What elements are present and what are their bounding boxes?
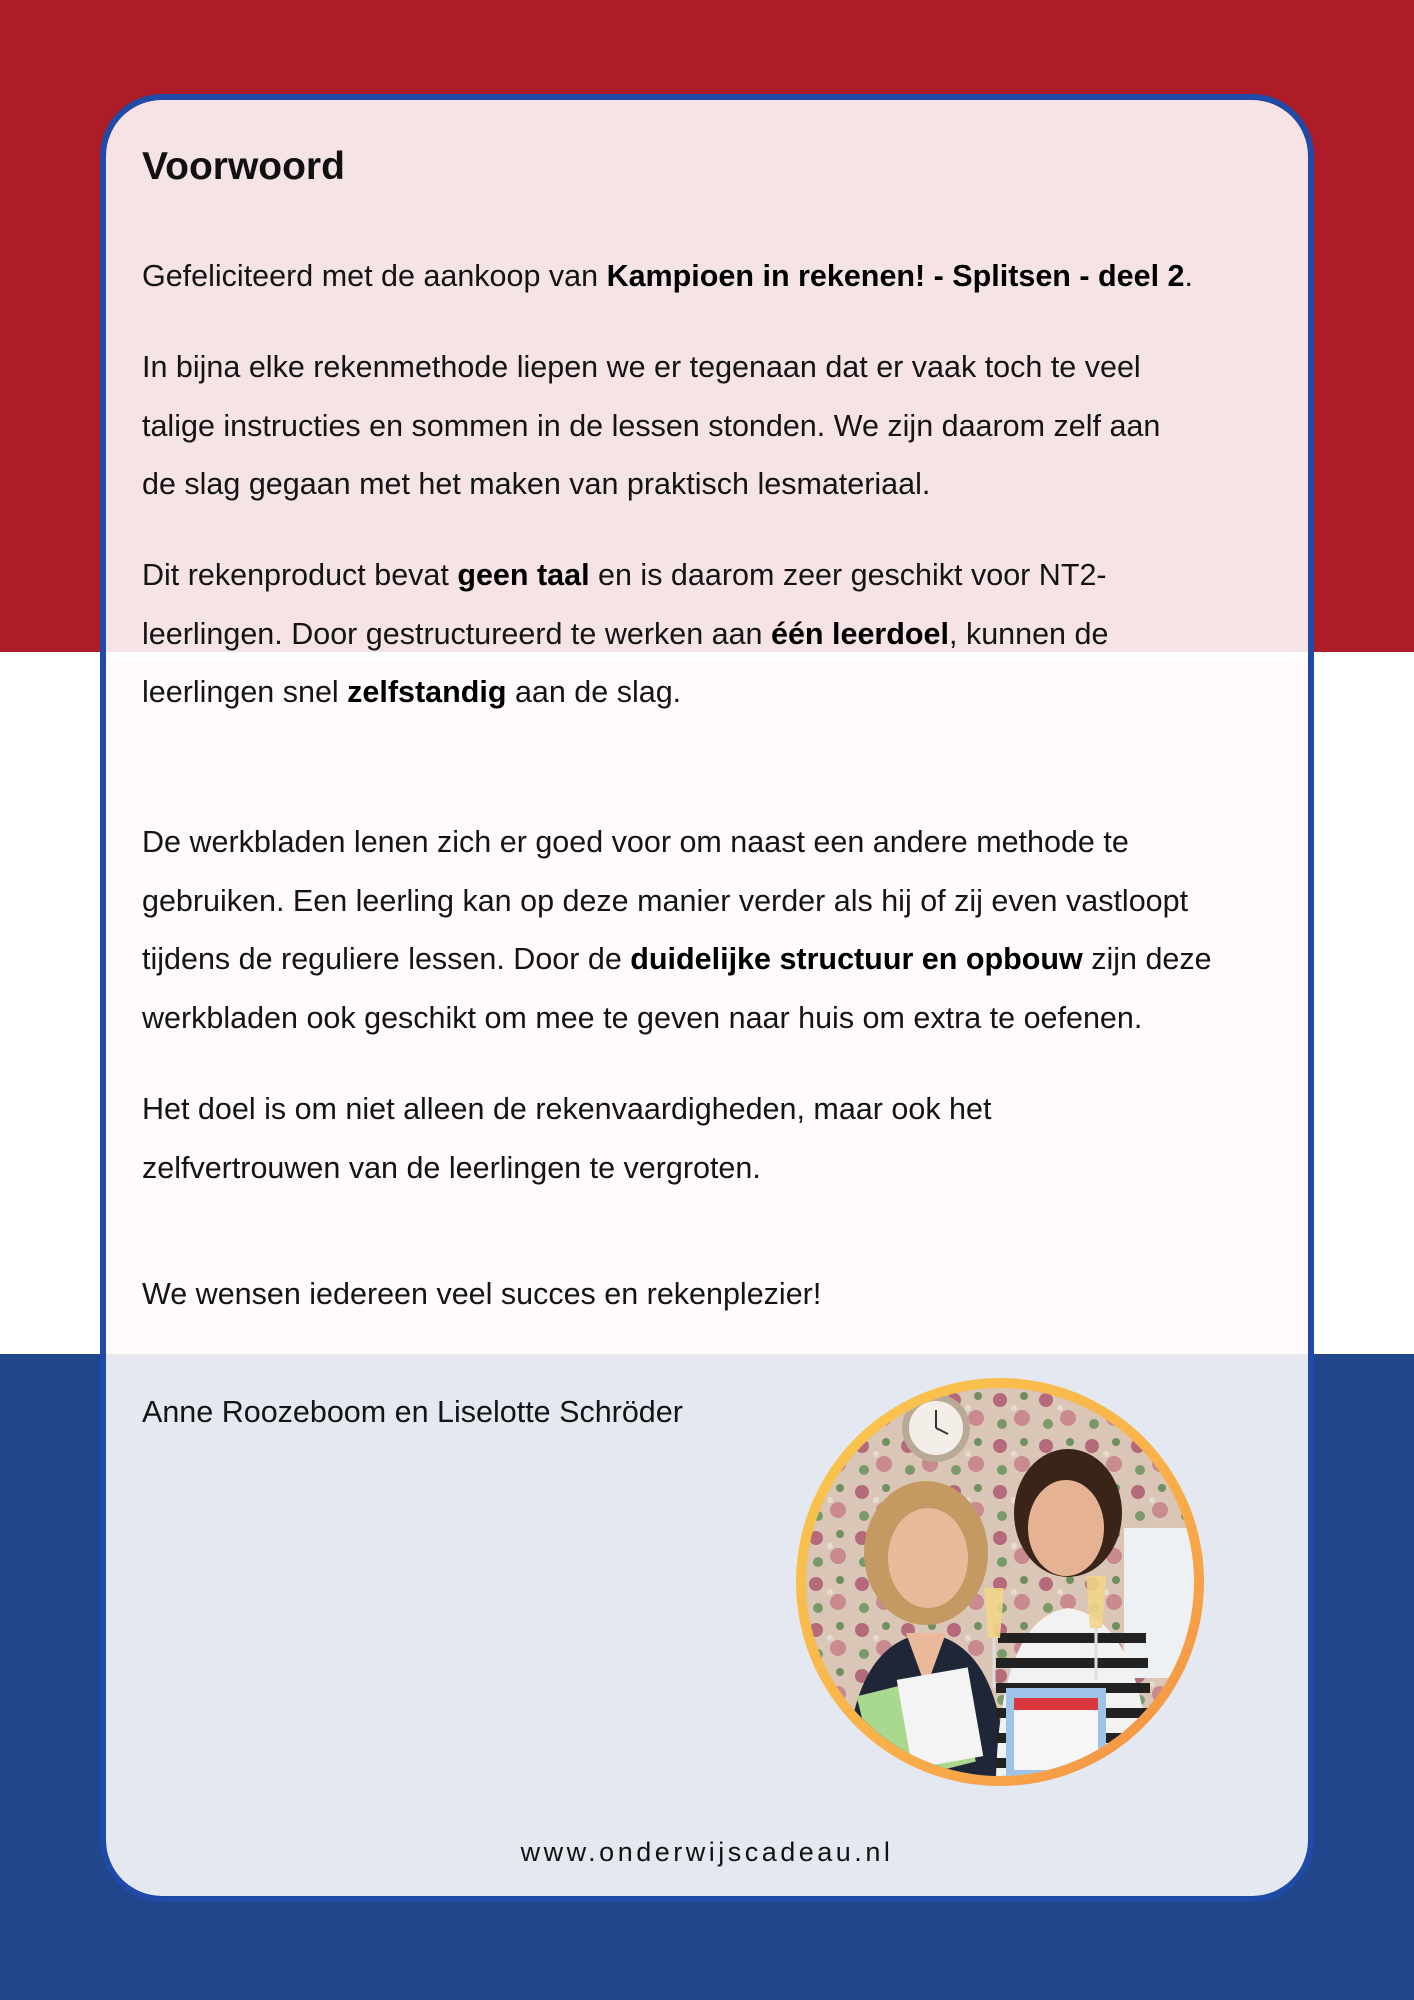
- authors-signature: Anne Roozeboom en Liselotte Schröder: [142, 1395, 683, 1429]
- text-span: zijn deze: [1082, 942, 1212, 976]
- text-span: Dit rekenproduct bevat: [142, 558, 458, 592]
- website-url: www.onderwijscadeau.nl: [520, 1837, 894, 1867]
- author-photo: [806, 1388, 1194, 1776]
- text-span: leerlingen. Door gestructureerd te werken aan: [142, 616, 771, 651]
- paragraph-goal: [142, 1080, 1282, 1197]
- text-span: , kunnen de: [949, 616, 1109, 651]
- text-line: In bijna elke rekenmethode liepen we er tegenaan dat er vaak toch te veel: [142, 350, 1141, 384]
- page-title: Voorwoord: [142, 145, 345, 188]
- author-photo-frame: [796, 1378, 1204, 1786]
- emphasis: duidelijke structuur en opbouw: [630, 942, 1083, 976]
- author-photo-illustration: [806, 1388, 1194, 1776]
- paragraph-wishes: We wensen iedereen veel succes en rekenplezier!: [142, 1277, 822, 1311]
- paragraph-product: [142, 546, 1282, 722]
- text-span: tijdens de reguliere lessen. Door de: [142, 942, 631, 976]
- text-span: Gefeliciteerd met de aankoop van: [142, 259, 607, 293]
- text-line: werkbladen ook geschikt om mee te geven naar huis om extra te oefenen.: [142, 1000, 1143, 1035]
- text-span: .: [1184, 259, 1193, 293]
- text-span: leerlingen snel: [142, 675, 348, 709]
- emphasis: geen taal: [457, 558, 590, 592]
- foreword-card: [100, 94, 1314, 1902]
- text-line: Het doel is om niet alleen de rekenvaardigheden, maar ook het: [142, 1092, 992, 1126]
- product-name: Kampioen in rekenen! - Splitsen - deel 2: [606, 259, 1185, 293]
- text-line: gebruiken. Een leerling kan op deze manier verder als hij of zij even vastloopt: [142, 883, 1189, 918]
- text-line: talige instructies en sommen in de lessen stonden. We zijn daarom zelf aan: [142, 408, 1161, 443]
- text-span: aan de slag.: [506, 675, 682, 709]
- emphasis: één leerdoel: [771, 616, 949, 651]
- text-line: zelfvertrouwen van de leerlingen te vergroten.: [142, 1150, 761, 1185]
- text-line: de slag gegaan met het maken van praktisch lesmateriaal.: [142, 467, 931, 501]
- paragraph-motivation: [142, 338, 1282, 514]
- paragraph-congratulations: [142, 247, 1282, 306]
- text-line: De werkbladen lenen zich er goed voor om naast een andere methode te: [142, 825, 1129, 859]
- emphasis: zelfstandig: [347, 675, 507, 709]
- paragraph-worksheets: [142, 813, 1282, 1047]
- text-span: en is daarom zeer geschikt voor NT2-: [589, 558, 1107, 592]
